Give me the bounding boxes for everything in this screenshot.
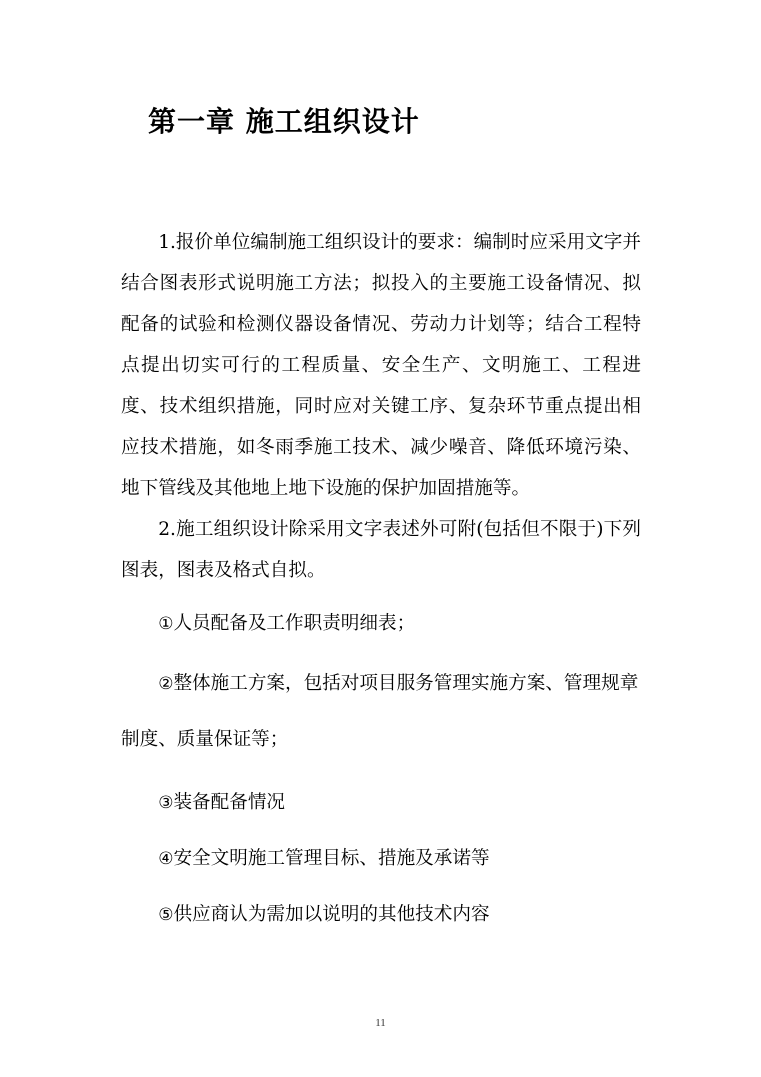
- paragraph-requirements: 1.报价单位编制施工组织设计的要求：编制时应采用文字并结合图表形式说明施工方法；拟投入的主要施工设备情况、拟配备的试验和检测仪器设备情况、劳动力计划等；结合工程特点提出切实可行的工程质量、安全生产、文明施工、工程进度、技术组织措施，同时应对关键工序、复杂环节重点提出相应技术措施，如冬雨季施工技术、减少噪音、降低环境污染、地下管线及其他地上地下设施的保护加固措施等。: [121, 232, 641, 499]
- list-item-text: 整体施工方案，包括对项目服务管理实施方案、管理规章制度、质量保证等；: [121, 673, 639, 750]
- list-marker: ②: [158, 674, 174, 694]
- list-item: [121, 782, 641, 824]
- list-marker: ③: [158, 793, 174, 813]
- paragraph-attachments: 2.施工组织设计除采用文字表述外可附(包括但不限于)下列图表，图表及格式自拟。: [121, 519, 641, 581]
- list-item-text: 供应商认为需加以说明的其他技术内容: [173, 904, 490, 925]
- list-item: [121, 838, 641, 880]
- list-marker: ④: [158, 849, 174, 869]
- list-item: [121, 603, 641, 645]
- list-marker: ⑤: [158, 905, 174, 925]
- list-item-text: 人员配备及工作职责明细表；: [173, 613, 416, 634]
- list-item-text: 装备配备情况: [173, 792, 286, 813]
- list-item-text: 安全文明施工管理目标、措施及承诺等: [173, 848, 490, 869]
- page-number: 11: [375, 1017, 386, 1029]
- list-item: [121, 656, 641, 768]
- list-item: [121, 894, 641, 936]
- chapter-title: 第一章 施工组织设计: [148, 105, 420, 138]
- list-marker: ①: [158, 614, 174, 634]
- body-text: [121, 222, 641, 936]
